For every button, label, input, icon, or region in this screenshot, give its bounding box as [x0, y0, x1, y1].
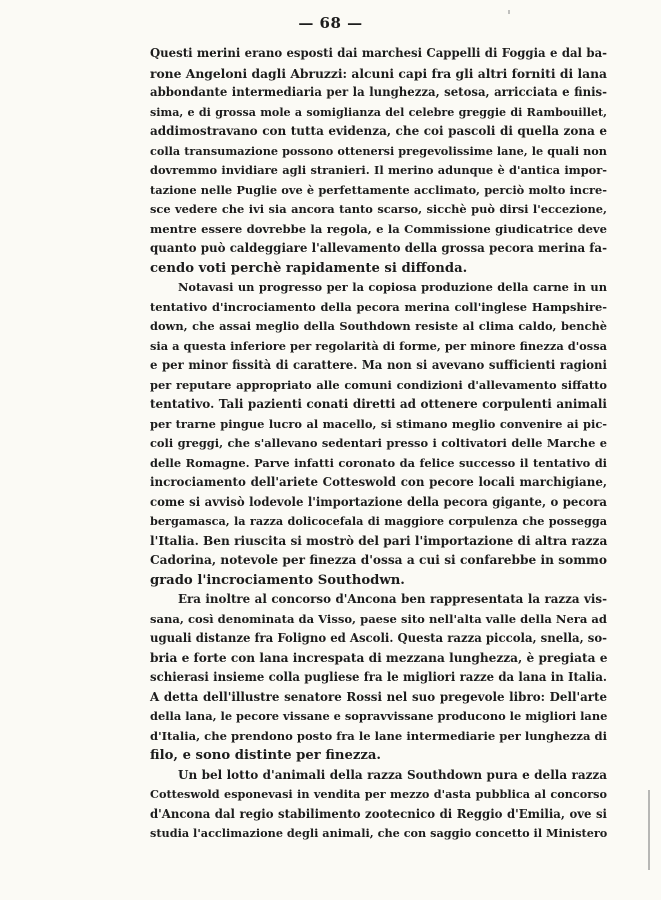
text-line: sima, e di grossa mole a somiglianza del celebre greggie di Rambouillet,	[150, 105, 607, 119]
text-line: down, che assai meglio della Southdown resiste al clima caldo, benchè	[150, 319, 607, 333]
paragraph	[150, 590, 607, 766]
text-line: Un bel lotto d'animali della razza Southdown pura e della razza	[178, 767, 607, 782]
text-line: Cotteswold esponevasi in vendita per mezzo d'asta pubblica al concorso	[150, 787, 607, 801]
text-line: Notavasi un progresso per la copiosa produzione della carne in un	[178, 280, 607, 294]
text-line: sana, così denominata da Visso, paese sito nell'alta valle della Nera ad	[150, 611, 607, 626]
text-line: studia l'acclimazione degli animali, che con saggio concetto il Ministero	[150, 826, 608, 840]
text-line: quanto può caldeggiare l'allevamento della grossa pecora merina fa-	[150, 241, 607, 255]
text-line: d'Italia, che prendono posto fra le lane intermediarie per lunghezza di	[150, 728, 607, 743]
text-line: cendo voti perchè rapidamente si diffonda.	[150, 260, 468, 276]
text-line: incrociamento dell'ariete Cotteswold con pecore locali marchigiane,	[150, 475, 607, 489]
paragraph	[150, 44, 607, 278]
text-line: abbondante intermediaria per la lunghezza, setosa, arricciata e finis-	[150, 85, 607, 99]
text-line: d'Ancona dal regio stabilimento zootecnico di Reggio d'Emilia, ove si	[150, 806, 607, 821]
text-line: Questi merini erano esposti dai marchesi Cappelli di Foggia e dal ba-	[150, 46, 607, 60]
text-line: mentre essere dovrebbe la regola, e la Commissione giudicatrice deve	[150, 221, 607, 236]
text-line: colla transumazione possono ottenersi pregevolissime lane, le quali non	[150, 143, 607, 158]
text-line: e per minor fissità di carattere. Ma non si avevano sufficienti ragioni	[150, 358, 607, 372]
text-line: della lana, le pecore vissane e sopravvissane producono le migliori lane	[150, 709, 608, 723]
text-line: per reputare appropriato alle comuni condizioni d'allevamento siffatto	[150, 377, 607, 392]
text-line: filo, e sono distinte per finezza.	[150, 748, 382, 763]
text-line: schierasi insieme colla pugliese fra le migliori razze da lana in Italia.	[150, 670, 607, 684]
text-line: dovremmo invidiare agli stranieri. Il merino adunque è d'antica impor-	[150, 163, 607, 177]
text-line: coli greggi, che s'allevano sedentari presso i coltivatori delle Marche e	[150, 436, 607, 450]
text-line: A detta dell'illustre senatore Rossi nel suo pregevole libro: Dell'arte	[150, 689, 607, 704]
text-line: bergamasca, la razza dolicocefala di maggiore corpulenza che possegga	[150, 514, 607, 528]
text-line: Cadorina, notevole per finezza d'ossa a cui si confarebbe in sommo	[150, 553, 607, 567]
text-line: come si avvisò lodevole l'importazione della pecora gigante, o pecora	[150, 494, 607, 509]
text-line: delle Romagne. Parve infatti coronato da felice successo il tentativo di	[150, 455, 607, 470]
text-line: sce vedere che ivi sia ancora tanto scarso, sicchè può dirsi l'eccezione,	[150, 202, 607, 216]
page-number: — 68 —	[298, 14, 363, 32]
text-line: sia a questa inferiore per regolarità di forme, per minore finezza d'ossa	[150, 338, 607, 353]
text-line: grado l'incrociamento Southodwn.	[150, 572, 405, 588]
body-text	[150, 44, 607, 844]
text-line: bria e forte con lana increspata di mezzana lunghezza, è pregiata e	[150, 650, 608, 665]
text-line: addimostravano con tutta evidenza, che coi pascoli di quella zona e	[150, 124, 607, 138]
text-line: tentativo d'incrociamento della pecora merina coll'inglese Hampshire-	[150, 299, 607, 314]
text-line: tazione nelle Puglie ove è perfettamente acclimato, perciò molto incre-	[150, 182, 607, 197]
text-line: Era inoltre al concorso d'Ancona ben rappresentata la razza vis-	[178, 592, 607, 606]
paragraph	[150, 278, 607, 590]
text-line: uguali distanze fra Foligno ed Ascoli. Questa razza piccola, snella, so-	[150, 631, 607, 645]
text-line: l'Italia. Ben riuscita si mostrò del pari l'importazione di altra razza	[150, 533, 608, 548]
scan-margin-mark	[648, 790, 650, 870]
text-line: tentativo. Tali pazienti conati diretti ad ottenere corpulenti animali	[150, 397, 607, 411]
text-line: rone Angeloni dagli Abruzzi: alcuni capi fra gli altri forniti di lana	[150, 65, 607, 81]
paragraph	[150, 766, 607, 844]
text-line: per trarne pingue lucro al macello, si stimano meglio convenire ai pic-	[150, 416, 607, 431]
